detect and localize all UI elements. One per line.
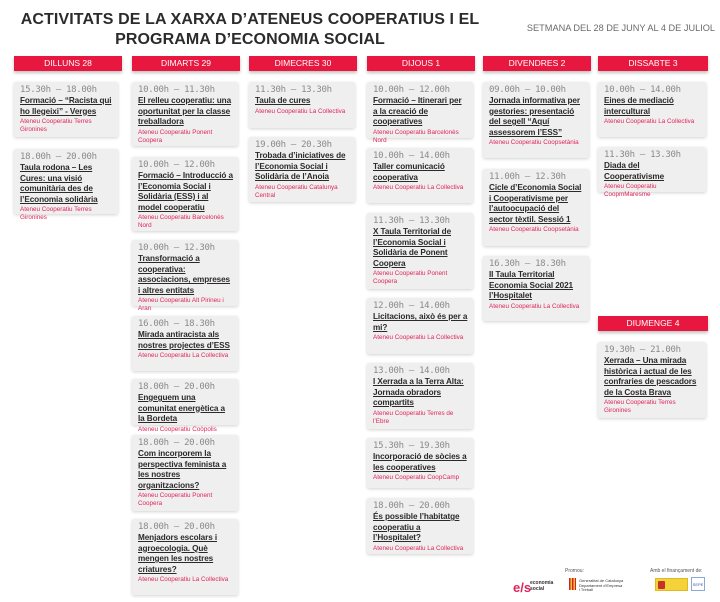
event-organizer: Ateneu Cooperatiu Barcelonès Nord xyxy=(373,128,459,144)
event-time: 19.30h – 21.00h xyxy=(604,345,681,355)
event-time: 10.00h – 11.30h xyxy=(138,85,215,95)
event-title[interactable]: Mirada antiracista als nostres projectes d’ESS xyxy=(138,330,230,350)
event-time: 11.30h – 13.30h xyxy=(604,150,681,160)
event-time: 10.00h – 12.00h xyxy=(373,85,450,95)
event-organizer: Ateneu Cooperatiu CoopCamp xyxy=(373,474,460,481)
event-organizer: Ateneu Cooperatiu CoopmMaresme xyxy=(604,183,657,199)
event-organizer: Ateneu Cooperatiu Coòpolis xyxy=(138,425,217,433)
event-organizer: Ateneu Cooperatiu Barcelonès Nord xyxy=(138,214,224,230)
day-header-dijous: DIJOUS 1 xyxy=(367,56,475,71)
financament-label: Amb el finançament de: xyxy=(650,568,703,574)
title-line-2: PROGRAMA D’ECONOMIA SOCIAL xyxy=(115,31,385,48)
event-card[interactable] xyxy=(132,240,238,313)
event-card[interactable] xyxy=(483,256,589,321)
event-time: 16.00h – 18.30h xyxy=(138,319,215,329)
event-organizer: Ateneu Cooperatiu Terres de l’Ebre xyxy=(373,409,454,425)
event-organizer: Ateneu Cooperatiu Catalunya Central xyxy=(255,183,338,199)
event-title[interactable]: És possible l’habitatge cooperatiu a l’Hospitalet? xyxy=(373,512,460,542)
event-organizer: Ateneu Cooperatiu Alt Pirineu i Aran xyxy=(138,297,224,313)
event-card[interactable] xyxy=(14,82,118,137)
event-title[interactable]: Taller comunicació cooperativa xyxy=(373,162,445,182)
event-card[interactable] xyxy=(367,298,473,354)
event-time: 10.00h – 14.00h xyxy=(373,151,450,161)
event-title[interactable]: Diada del Cooperativisme xyxy=(604,161,665,181)
event-card[interactable] xyxy=(483,82,589,158)
event-time: 18.00h – 20.00h xyxy=(138,522,215,532)
event-card[interactable] xyxy=(132,435,238,511)
generalitat-text: Generalitat de Catalunya Departament d’Empresa i Treball xyxy=(579,578,624,592)
economia-social-text: economia social xyxy=(530,580,554,592)
event-title[interactable]: Licitacions, això és per a mi? xyxy=(373,312,468,332)
generalitat-logo-icon xyxy=(569,578,576,590)
day-header-dilluns: DILLUNS 28 xyxy=(14,56,122,71)
event-time: 15.30h – 19.30h xyxy=(373,441,450,451)
day-header-dimarts: DIMARTS 29 xyxy=(132,56,240,71)
event-title[interactable]: Menjadors escolars i agroecologia. Què mengen les nostres criatures? xyxy=(138,533,217,574)
title-line-1: ACTIVITATS DE LA XARXA D’ATENEUS COOPERATIUS I EL xyxy=(20,11,480,28)
event-time: 18.00h – 20.00h xyxy=(373,501,450,511)
event-time: 09.00h – 10.00h xyxy=(489,85,566,95)
week-range: SETMANA DEL 28 DE JUNY AL 4 DE JULIOL xyxy=(526,23,715,33)
event-time: 16.30h – 18.30h xyxy=(489,259,566,269)
event-time: 10.00h – 12.00h xyxy=(138,160,215,170)
event-organizer: Ateneu Cooperatiu La Collectiva xyxy=(138,576,229,583)
event-organizer: Ateneu Cooperatiu Coopsetània xyxy=(489,139,579,146)
event-card[interactable] xyxy=(132,157,238,231)
event-organizer: Ateneu Cooperatiu Terres Gironines xyxy=(20,206,92,222)
promou-label: Promou: xyxy=(565,568,584,574)
event-card[interactable] xyxy=(483,169,589,246)
event-organizer: Ateneu Cooperatiu Terres Gironines xyxy=(604,399,676,415)
event-card[interactable] xyxy=(367,213,473,289)
event-card[interactable] xyxy=(367,498,473,554)
event-title[interactable]: X Taula Territorial de l’Economia Social i Solidària de Ponent Coopera xyxy=(373,227,452,268)
event-time: 13.00h – 14.00h xyxy=(373,366,450,376)
event-title[interactable]: Formació – Itinerari per a la creació de cooperatives xyxy=(373,96,462,126)
event-time: 10.00h – 14.00h xyxy=(604,85,681,95)
event-organizer: Ateneu Cooperatiu La Collectiva xyxy=(604,118,695,125)
event-card[interactable] xyxy=(367,148,473,203)
sponsors-footer xyxy=(505,566,720,600)
event-title[interactable]: Eines de mediació intercultural xyxy=(604,96,674,116)
event-time: 10.00h – 12.30h xyxy=(138,243,215,253)
event-time: 11.00h – 12.30h xyxy=(489,172,566,182)
event-organizer: Ateneu Cooperatiu Terres Gironines xyxy=(20,118,92,134)
event-title[interactable]: II Taula Territorial Economia Social 2021 l’Hospitalet xyxy=(489,270,574,300)
event-card[interactable] xyxy=(14,149,118,222)
event-card[interactable] xyxy=(249,137,355,202)
sepe-logo-icon: SEPE xyxy=(691,577,705,591)
page-title xyxy=(20,10,480,50)
event-card[interactable] xyxy=(132,82,238,146)
event-title[interactable]: Trobada d’iniciatives de l’Economia Social i Solidària de l’Anoia xyxy=(255,151,346,181)
event-title[interactable]: Taula de cures xyxy=(255,96,311,105)
event-time: 15.30h – 18.00h xyxy=(20,85,97,95)
event-card[interactable] xyxy=(367,82,473,144)
event-time: 18.00h – 20.00h xyxy=(20,152,97,162)
event-organizer: Ateneu Cooperatiu La Collectiva xyxy=(373,184,464,191)
day-header-diumenge: DIUMENGE 4 xyxy=(598,316,708,331)
event-card[interactable] xyxy=(367,363,473,429)
event-title[interactable]: El relleu cooperatiu: una oportunitat per la classe treballadora xyxy=(138,96,232,126)
day-header-dissabte: DISSABTE 3 xyxy=(598,56,708,71)
event-time: 18.00h – 20.00h xyxy=(138,382,215,392)
event-card[interactable] xyxy=(132,519,238,595)
event-time: 11.30h – 13.30h xyxy=(255,85,332,95)
event-card[interactable] xyxy=(598,342,706,418)
event-title[interactable]: Xerrada – Una mirada històrica i actual de les confraries de pescadors de la Costa Brava xyxy=(604,356,697,397)
event-title[interactable]: I Xerrada a la Terra Alta: Jornada obradors compartits xyxy=(373,377,464,407)
event-organizer: Ateneu Cooperatiu Ponent Coopera xyxy=(373,270,448,286)
event-title[interactable]: Formació – “Racista qui ho llegeixi” - Verges xyxy=(20,96,112,116)
event-organizer: Ateneu Cooperatiu La Collectiva xyxy=(373,544,464,552)
event-title[interactable]: Incorporació de sòcies a les cooperatives xyxy=(373,452,467,472)
event-card[interactable] xyxy=(367,438,473,488)
event-time: 11.30h – 13.30h xyxy=(373,216,450,226)
event-title[interactable]: Com incorporem la perspectiva feminista a les nostres organitzacions? xyxy=(138,449,227,490)
event-title[interactable]: Transformació a cooperativa: associacions, empreses i altres entitats xyxy=(138,254,231,295)
event-organizer: Ateneu Cooperatiu La Collectiva xyxy=(489,302,580,310)
event-card[interactable] xyxy=(249,82,355,128)
event-organizer: Ateneu Cooperatiu Ponent Coopera xyxy=(138,128,213,144)
day-header-dimecres: DIMECRES 30 xyxy=(249,56,357,71)
day-header-divendres: DIVENDRES 2 xyxy=(483,56,591,71)
event-title[interactable]: Formació – Introducció a l’Economia Social i Solidària (ESS) i al model cooperatiu xyxy=(138,171,233,212)
gobierno-espana-logo-icon xyxy=(655,578,688,591)
event-title[interactable]: Cicle d’Economia Social i Cooperativisme per l’autoocupació del sector tèxtil. Sessió 1 xyxy=(489,183,582,224)
event-time: 12.00h – 14.00h xyxy=(373,301,450,311)
event-organizer: Ateneu Cooperatiu La Collectiva xyxy=(255,107,346,115)
event-card[interactable] xyxy=(132,379,238,433)
event-organizer: Ateneu Cooperatiu Ponent Coopera xyxy=(138,492,213,508)
economia-social-logo-icon: e/s xyxy=(513,580,532,595)
event-card[interactable] xyxy=(132,316,238,371)
event-card[interactable] xyxy=(598,147,706,199)
event-title[interactable]: Engeguem una comunitat energètica a la Bordeta xyxy=(138,393,225,423)
event-card[interactable] xyxy=(598,82,706,137)
event-organizer: Ateneu Cooperatiu La Collectiva xyxy=(138,352,229,359)
event-title[interactable]: Taula rodona – Les Cures: una visió comunitària des de l’Economia solidària xyxy=(20,163,98,204)
event-time: 18.00h – 20.00h xyxy=(138,438,215,448)
event-time: 19.00h – 20.30h xyxy=(255,140,332,150)
event-organizer: Ateneu Cooperatiu La Collectiva xyxy=(373,334,464,341)
event-organizer: Ateneu Cooperatiu Coopsetània xyxy=(489,226,579,233)
event-title[interactable]: Jornada informativa per gestories: presentació del segell “Aquí assessorem l’ESS” xyxy=(489,96,580,137)
